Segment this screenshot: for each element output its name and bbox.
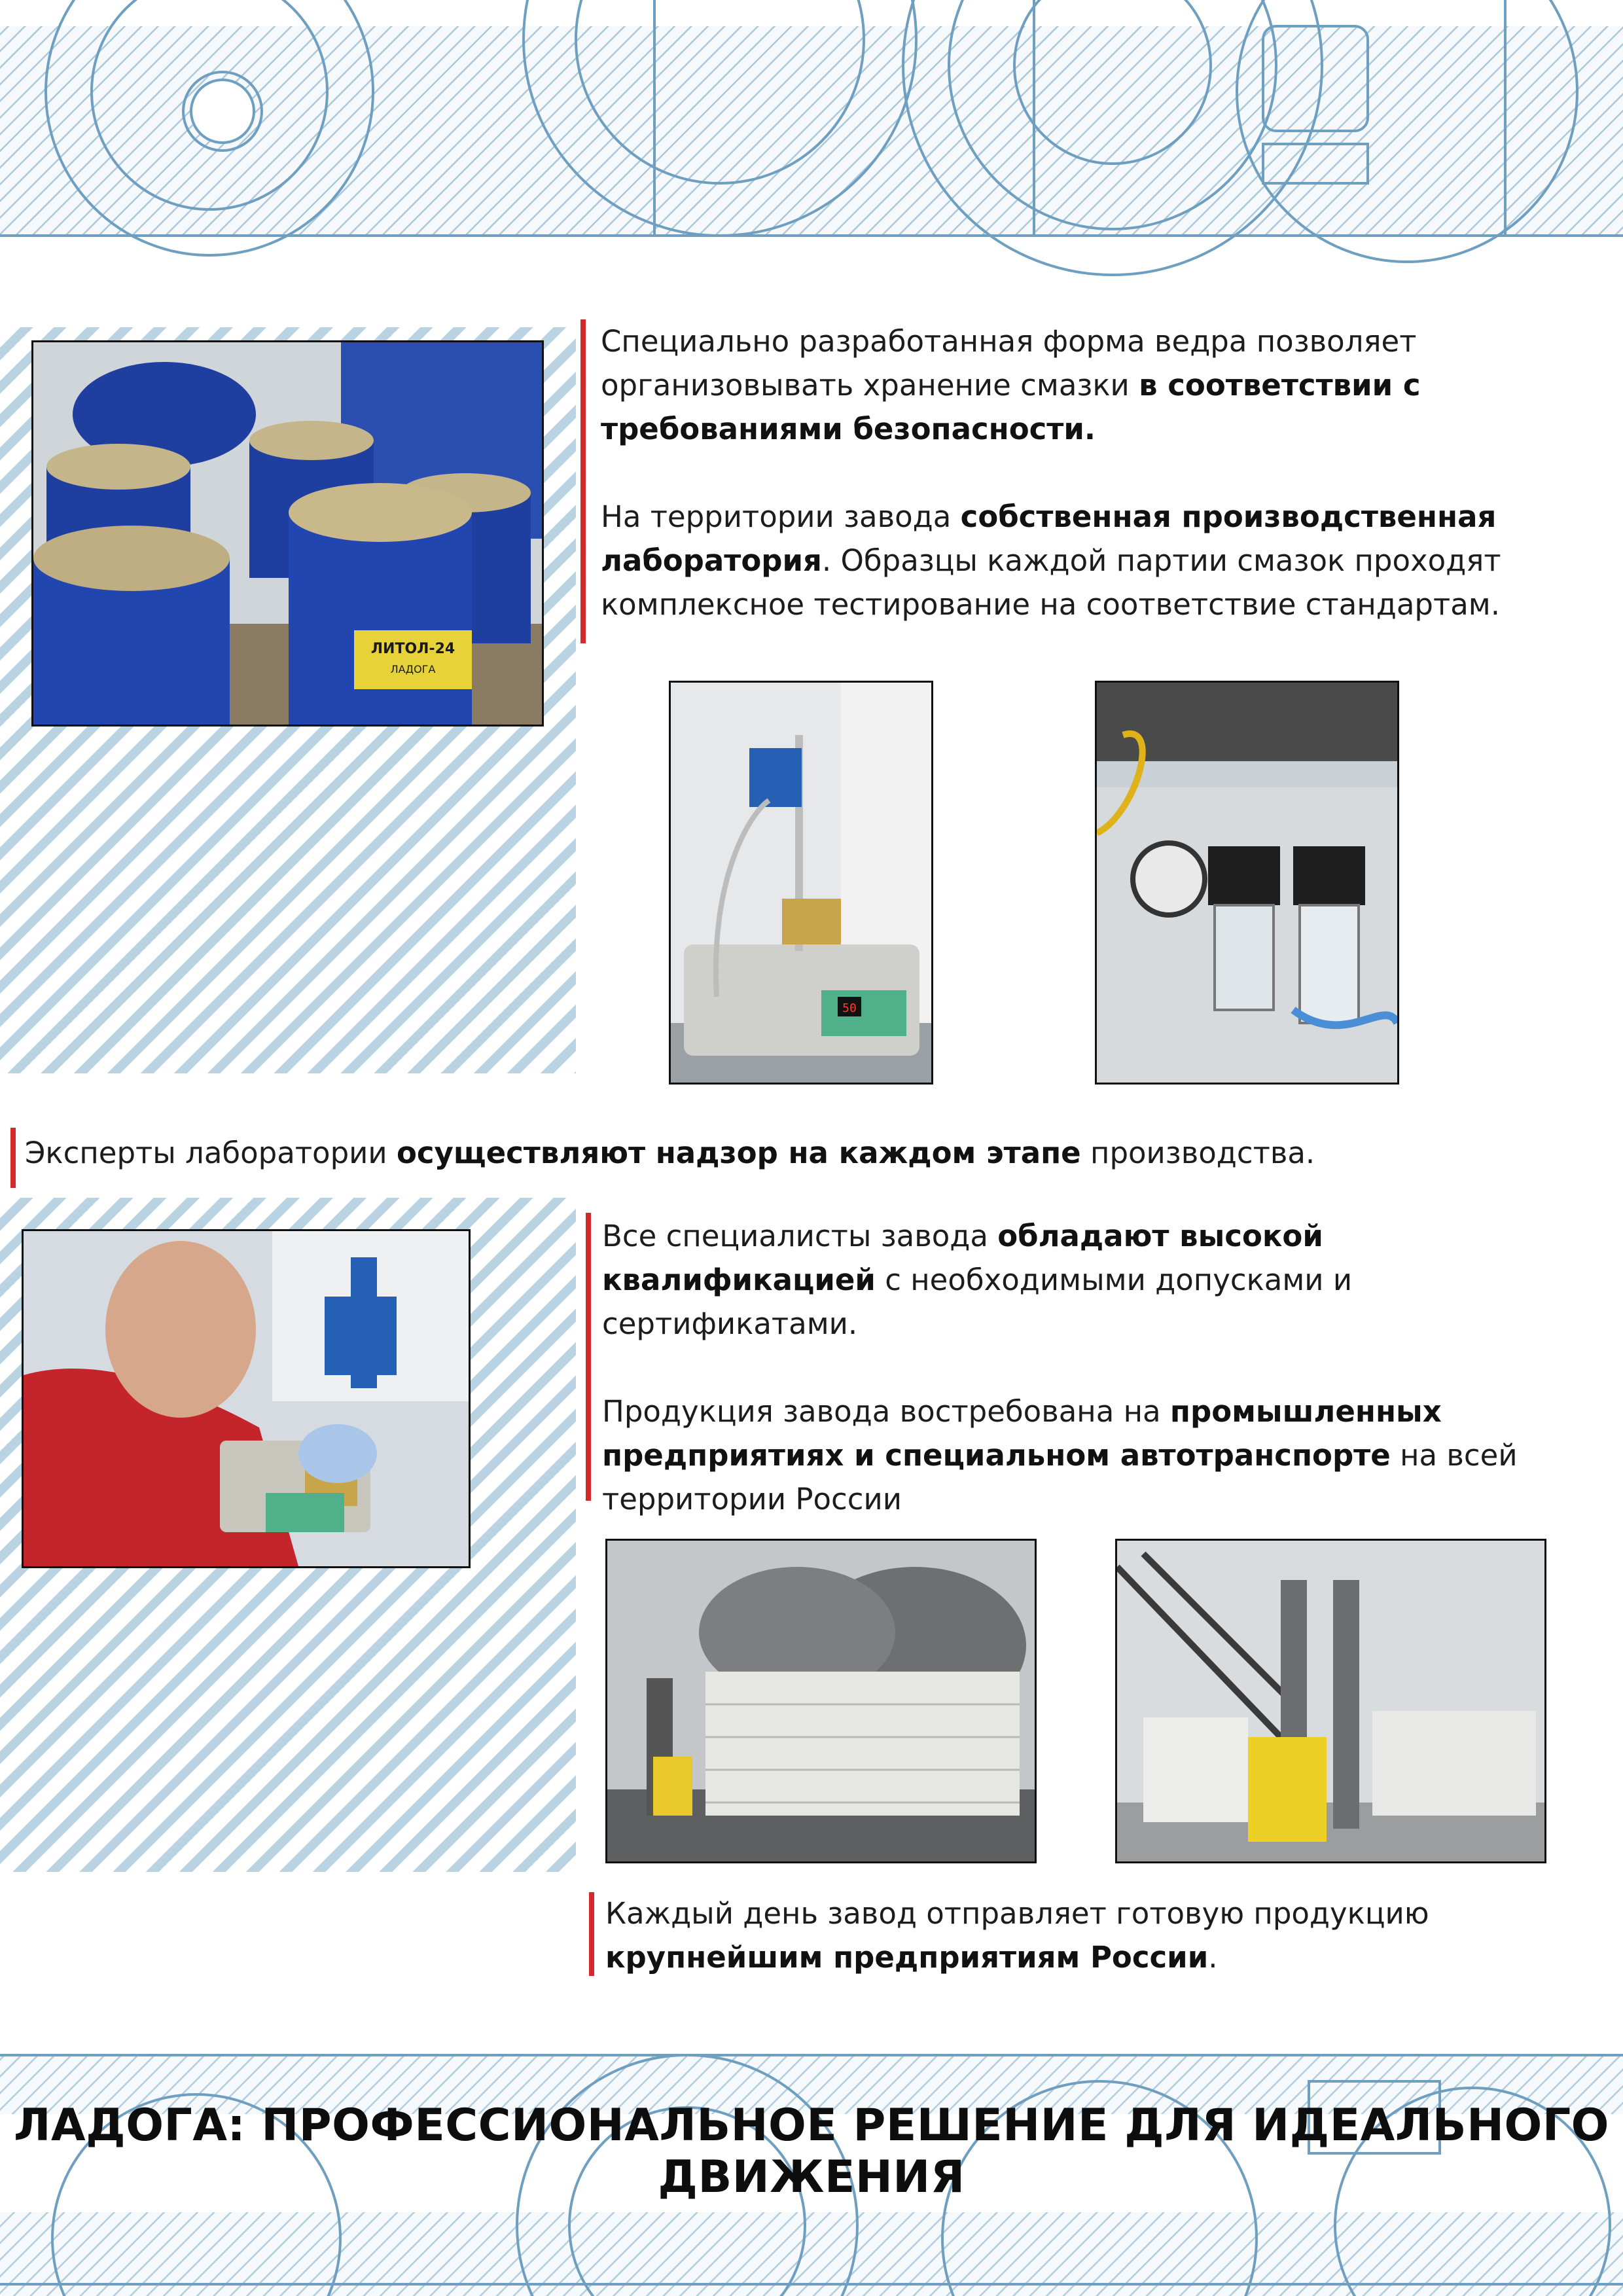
filter-regulator-image xyxy=(1097,683,1397,1083)
photo-pneumatic-filter xyxy=(1095,681,1399,1085)
warehouse-stacker-image xyxy=(1117,1541,1544,1861)
body-text: Эксперты лаборатории xyxy=(25,1136,397,1170)
paragraph xyxy=(602,1390,1584,1521)
photo-warehouse-stacker xyxy=(1115,1539,1546,1863)
paragraph xyxy=(605,1892,1587,1979)
paragraph xyxy=(25,1131,1596,1175)
accent-bar-3 xyxy=(586,1213,591,1501)
text-block-shipping xyxy=(605,1892,1587,1979)
paragraph xyxy=(601,495,1504,626)
body-text: На территории завода xyxy=(601,499,961,534)
top-blueprint-band xyxy=(0,0,1623,308)
body-text: Каждый день завод отправляет готовую продукцию xyxy=(605,1896,1429,1931)
emphasis-text: промышленных предприятиях и специальном автотранспорте xyxy=(602,1394,1442,1473)
bucket-label-text: ЛИТОЛ-24 xyxy=(370,641,455,657)
warehouse-pallets-image xyxy=(607,1541,1035,1861)
body-text: на всей территории России xyxy=(602,1438,1518,1516)
paragraph xyxy=(601,319,1504,451)
text-block-supervision xyxy=(25,1131,1596,1175)
body-text: организовывать хранение смазки xyxy=(601,368,1139,403)
body-text: производства. xyxy=(1080,1136,1315,1170)
footer-slogan: ЛАДОГА: ПРОФЕССИОНАЛЬНОЕ РЕШЕНИЕ ДЛЯ ИДЕАЛЬНОГО ДВИЖЕНИЯ xyxy=(14,2100,1609,2203)
accent-bar-2 xyxy=(10,1128,16,1188)
body-text: . Образцы каждой партии смазок проходят комплексное тестирование на соответствие стандартам. xyxy=(601,543,1501,622)
bucket-brand-text: ЛАДОГА xyxy=(390,663,436,675)
body-text: с необходимыми допусками и сертификатами. xyxy=(602,1263,1353,1341)
body-text: Продукция завода востребована на xyxy=(602,1394,1170,1429)
penetrometer-image xyxy=(671,683,931,1083)
accent-bar-4 xyxy=(589,1892,594,1976)
grease-buckets-image xyxy=(33,342,542,725)
emphasis-text: собственная производственная лаборатория xyxy=(601,499,1497,578)
body-text: Все специалисты завода xyxy=(602,1219,998,1253)
photo-warehouse-pallets xyxy=(605,1539,1037,1863)
text-block-specialists xyxy=(602,1214,1584,1521)
body-text: Специально разработанная форма ведра позволяет xyxy=(601,324,1417,359)
emphasis-text: в соответствии с требованиями безопасности. xyxy=(601,368,1421,446)
blueprint-drawing-top xyxy=(0,0,1623,308)
text-block-storage-lab xyxy=(601,319,1504,626)
paragraph xyxy=(602,1214,1584,1346)
specialist-image xyxy=(24,1231,469,1566)
emphasis-text: осуществляют надзор на каждом этапе xyxy=(396,1136,1081,1170)
emphasis-text: обладают высокой квалификацией xyxy=(602,1219,1323,1297)
accent-bar-1 xyxy=(580,319,586,643)
body-text: . xyxy=(1208,1940,1218,1975)
photo-lab-specialist xyxy=(22,1229,471,1568)
lab-display-readout: 50 xyxy=(842,1001,857,1015)
photo-lab-penetrometer xyxy=(669,681,933,1085)
emphasis-text: крупнейшим предприятиям России xyxy=(605,1940,1209,1975)
photo-grease-buckets xyxy=(31,340,544,726)
